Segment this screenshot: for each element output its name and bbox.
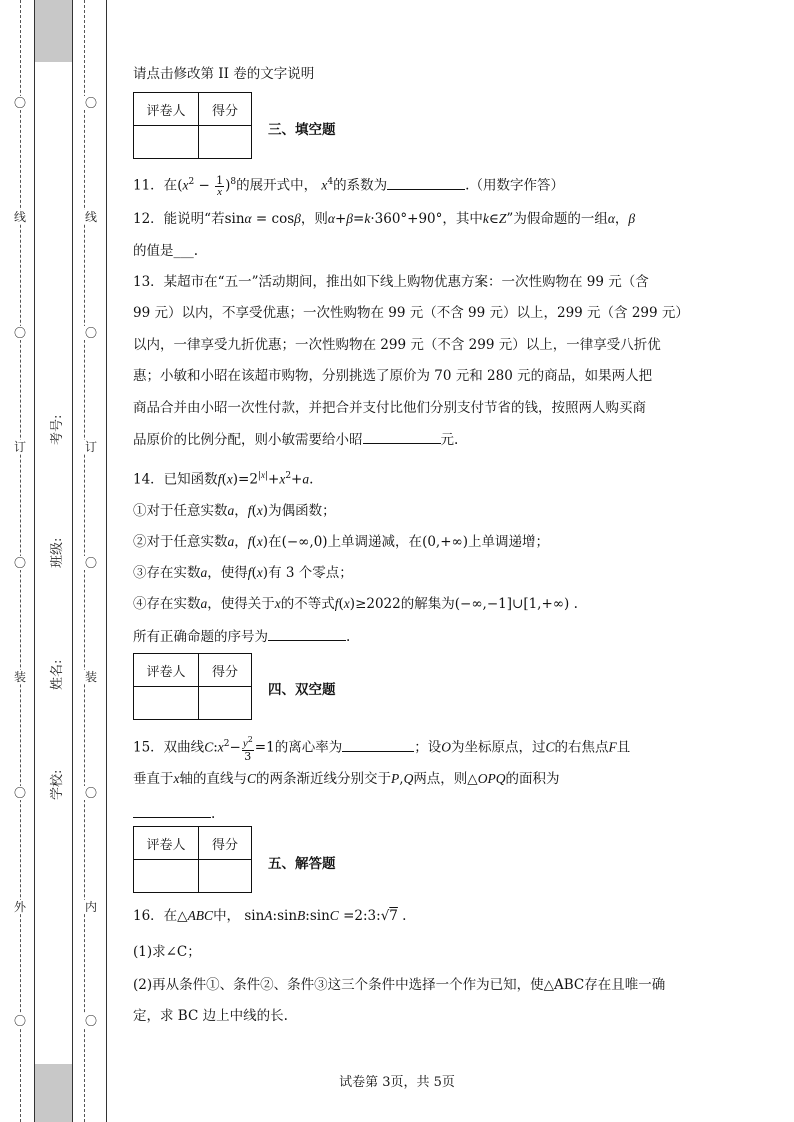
section-title-fill-blank: 三、填空题 <box>268 122 336 138</box>
score-cell[interactable] <box>199 687 252 720</box>
question-14-statement-4: ④存在实数a，使得关于x的不等式f(x)≥2022的解集为(−∞,−1]∪[1,+∞) . <box>133 596 578 612</box>
outer-mark-bind: 订 <box>13 440 26 454</box>
score-table <box>133 653 252 720</box>
page-footer: 试卷第 3页，共 5页 <box>339 1075 455 1090</box>
outer-mark-circle: 〇 <box>13 326 26 340</box>
question-16-part-2-line1: (2)再从条件①、条件②、条件③这三个条件中选择一个作为已知，使△ABC存在且唯一确 <box>133 977 666 993</box>
question-13-line4: 惠；小敏和小昭在该超市购物，分别挑选了原价为 70 元和 280 元的商品，如果两人把 <box>133 368 653 384</box>
reviewer-cell[interactable] <box>134 860 199 893</box>
margin-border-inner <box>106 0 107 1122</box>
outer-mark-outside: 外 <box>13 900 26 914</box>
score-header: 得分 <box>199 827 252 860</box>
question-14-statement-2: ②对于任意实数a，f(x)在(−∞,0)上单调递减，在(0,+∞)上单调递增； <box>133 534 550 550</box>
section-intro: 请点击修改第 II 卷的文字说明 <box>133 66 315 82</box>
answer-blank[interactable] <box>387 175 465 190</box>
score-cell[interactable] <box>199 860 252 893</box>
inner-mark-line: 线 <box>84 210 97 224</box>
inner-mark-circle: 〇 <box>84 96 97 110</box>
question-15-line2: 垂直于x轴的直线与C的两条渐近线分别交于P,Q两点，则△OPQ的面积为 <box>133 771 560 787</box>
inner-mark-bind: 订 <box>84 440 97 454</box>
question-15: 15．双曲线$C:x^2-$ $\frac{y^2}{3}$ =1的离心率为 ；设O为坐标原点，过C的右焦点F且 <box>133 735 631 763</box>
reviewer-cell[interactable] <box>134 126 199 159</box>
question-13-line5: 商品合并由小昭一次性付款，并把合并支付比他们分别支付节省的钱，按照两人购买商 <box>133 400 646 416</box>
outer-mark-circle: 〇 <box>13 1014 26 1028</box>
reviewer-header: 评卷人 <box>134 93 199 126</box>
answer-blank[interactable] <box>133 803 211 818</box>
school-label: 学校: <box>50 769 65 800</box>
section-title-double-blank: 四、双空题 <box>268 682 336 698</box>
inner-mark-pack: 装 <box>84 670 97 684</box>
question-13-line2: 99 元）以内，不享受优惠；一次性购物在 99 元（不含 99 元）以上，299 元（含 299 元） <box>133 305 689 321</box>
class-label: 班级: <box>50 537 65 568</box>
reviewer-header: 评卷人 <box>134 654 199 687</box>
answer-blank[interactable] <box>268 626 346 641</box>
question-11: 11．在($x^2$ − $\frac{1}{x}$ )$^8$的展开式中， $x^4$的系数为 .（用数字作答） <box>133 173 564 198</box>
reviewer-cell[interactable] <box>134 687 199 720</box>
outer-mark-circle: 〇 <box>13 556 26 570</box>
margin-border-right <box>72 0 73 1122</box>
inner-mark-circle: 〇 <box>84 326 97 340</box>
question-16-part-2-line2: 定，求 BC 边上中线的长. <box>133 1008 288 1024</box>
margin-border-left <box>34 0 35 1122</box>
question-14-statement-1: ①对于任意实数a，f(x)为偶函数； <box>133 503 336 519</box>
name-label: 姓名: <box>50 659 65 690</box>
question-16-part-1: (1)求∠C； <box>133 944 201 960</box>
inner-mark-inside: 内 <box>84 900 97 914</box>
question-15-line3: . <box>133 803 215 824</box>
question-12: 12．能说明“若sinα = cosβ，则α+β=k·360°+90°，其中k∈Z”为假命题的一组α，β <box>133 211 636 227</box>
margin-gray-top <box>35 0 72 62</box>
outer-mark-line: 线 <box>13 210 26 224</box>
outer-mark-circle: 〇 <box>13 786 26 800</box>
answer-blank[interactable] <box>363 429 441 444</box>
score-table <box>133 92 252 159</box>
inner-mark-circle: 〇 <box>84 1014 97 1028</box>
exam-number-label: 考号: <box>50 414 65 445</box>
reviewer-header: 评卷人 <box>134 827 199 860</box>
score-table <box>133 826 252 893</box>
score-cell[interactable] <box>199 126 252 159</box>
score-header: 得分 <box>199 93 252 126</box>
question-13-line1: 13．某超市在“五一”活动期间，推出如下线上购物优惠方案：一次性购物在 99 元（含 <box>133 274 649 290</box>
outer-mark-pack: 装 <box>13 670 26 684</box>
answer-blank[interactable] <box>342 737 414 752</box>
section-title-solution: 五、解答题 <box>268 856 336 872</box>
question-12-line2: 的值是___. <box>133 243 199 259</box>
question-13-line3: 以内，一律享受九折优惠；一次性购物在 299 元（不含 299 元）以上，一律享受八折优 <box>133 337 661 353</box>
score-header: 得分 <box>199 654 252 687</box>
outer-mark-circle: 〇 <box>13 96 26 110</box>
inner-mark-circle: 〇 <box>84 556 97 570</box>
question-13-line6: 品原价的比例分配，则小敏需要给小昭 元. <box>133 429 458 450</box>
question-16: 16．在△ABC中， sinA:sinB:sinC =2:3:√7 . <box>133 908 407 924</box>
question-14-statement-3: ③存在实数a，使得f(x)有 3 个零点； <box>133 565 353 581</box>
question-14-ask: 所有正确命题的序号为 . <box>133 626 350 647</box>
inner-mark-circle: 〇 <box>84 786 97 800</box>
question-14: 14．已知函数$f(x)=2^{|x|}+x^2+a$. <box>133 470 314 488</box>
